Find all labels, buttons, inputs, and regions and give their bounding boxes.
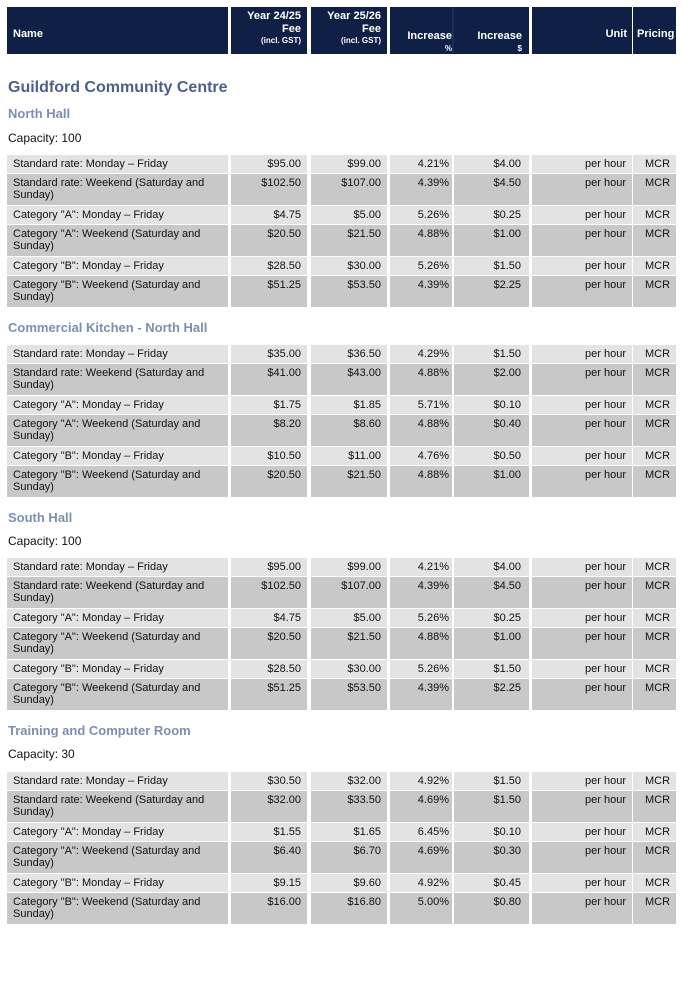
- cell-name: Category "A": Weekend (Saturday and Sunday): [7, 225, 228, 256]
- cell-dol: $2.25: [454, 276, 529, 307]
- cell-unit: per hour: [532, 679, 632, 710]
- table-row: [7, 874, 676, 892]
- table-row: [7, 447, 676, 465]
- cell-unit: per hour: [532, 791, 632, 822]
- cell-y1: $20.50: [231, 466, 307, 497]
- section-title: Commercial Kitchen - North Hall: [8, 320, 208, 335]
- header-increase-dollar: Increase $: [477, 30, 522, 53]
- table-row: [7, 609, 676, 627]
- cell-pct: 4.39%: [390, 174, 452, 205]
- cell-y1: $30.50: [231, 772, 307, 790]
- cell-y2: $21.50: [311, 466, 387, 497]
- cell-name: Standard rate: Weekend (Saturday and Sunday): [7, 364, 228, 395]
- cell-y2: $5.00: [311, 206, 387, 224]
- cell-name: Standard rate: Monday – Friday: [7, 558, 228, 576]
- table-row: [7, 679, 676, 710]
- cell-name: Standard rate: Weekend (Saturday and Sunday): [7, 174, 228, 205]
- cell-unit: per hour: [532, 415, 632, 446]
- cell-y1: $28.50: [231, 257, 307, 275]
- header-increase-percent: Increase %: [407, 30, 452, 53]
- cell-pricing: MCR: [633, 791, 676, 822]
- cell-unit: per hour: [532, 609, 632, 627]
- cell-dol: $0.10: [454, 823, 529, 841]
- cell-name: Standard rate: Monday – Friday: [7, 772, 228, 790]
- cell-y2: $99.00: [311, 155, 387, 173]
- cell-unit: per hour: [532, 842, 632, 873]
- cell-dol: $1.50: [454, 345, 529, 363]
- cell-dol: $0.40: [454, 415, 529, 446]
- table-row: [7, 174, 676, 205]
- cell-pct: 5.26%: [390, 609, 452, 627]
- cell-name: Standard rate: Monday – Friday: [7, 155, 228, 173]
- cell-unit: per hour: [532, 276, 632, 307]
- table-row: [7, 415, 676, 446]
- cell-pct: 5.26%: [390, 660, 452, 678]
- cell-pricing: MCR: [633, 257, 676, 275]
- cell-pricing: MCR: [633, 577, 676, 608]
- table-row: [7, 893, 676, 924]
- cell-pricing: MCR: [633, 558, 676, 576]
- cell-y2: $32.00: [311, 772, 387, 790]
- header-year-25-26: Year 25/26 Fee (incl. GST): [311, 7, 387, 54]
- cell-dol: $4.00: [454, 558, 529, 576]
- cell-unit: per hour: [532, 174, 632, 205]
- cell-y2: $30.00: [311, 660, 387, 678]
- cell-pricing: MCR: [633, 823, 676, 841]
- cell-pricing: MCR: [633, 225, 676, 256]
- section-capacity: Capacity: 30: [8, 747, 75, 761]
- cell-unit: per hour: [532, 257, 632, 275]
- cell-name: Category "B": Monday – Friday: [7, 874, 228, 892]
- cell-name: Category "A": Monday – Friday: [7, 609, 228, 627]
- header-pricing: Pricing: [633, 7, 676, 54]
- cell-y2: $21.50: [311, 628, 387, 659]
- cell-y2: $21.50: [311, 225, 387, 256]
- cell-name: Standard rate: Weekend (Saturday and Sunday): [7, 791, 228, 822]
- cell-y2: $53.50: [311, 276, 387, 307]
- cell-pct: 4.29%: [390, 345, 452, 363]
- cell-y1: $102.50: [231, 174, 307, 205]
- cell-y2: $53.50: [311, 679, 387, 710]
- cell-y2: $9.60: [311, 874, 387, 892]
- header-increase: [390, 7, 529, 54]
- cell-y1: $8.20: [231, 415, 307, 446]
- section-capacity: Capacity: 100: [8, 534, 82, 548]
- cell-name: Standard rate: Weekend (Saturday and Sunday): [7, 577, 228, 608]
- cell-pct: 4.92%: [390, 874, 452, 892]
- cell-y1: $20.50: [231, 225, 307, 256]
- cell-pricing: MCR: [633, 772, 676, 790]
- cell-pct: 4.39%: [390, 679, 452, 710]
- cell-y1: $16.00: [231, 893, 307, 924]
- table-row: [7, 257, 676, 275]
- cell-pct: 4.21%: [390, 155, 452, 173]
- cell-unit: per hour: [532, 660, 632, 678]
- cell-y1: $51.25: [231, 276, 307, 307]
- cell-pricing: MCR: [633, 155, 676, 173]
- cell-pct: 4.76%: [390, 447, 452, 465]
- cell-y1: $41.00: [231, 364, 307, 395]
- table-row: [7, 225, 676, 256]
- cell-pct: 5.26%: [390, 257, 452, 275]
- cell-y1: $95.00: [231, 558, 307, 576]
- cell-pricing: MCR: [633, 628, 676, 659]
- cell-unit: per hour: [532, 558, 632, 576]
- cell-dol: $1.50: [454, 257, 529, 275]
- cell-dol: $0.10: [454, 396, 529, 414]
- cell-pricing: MCR: [633, 842, 676, 873]
- cell-pricing: MCR: [633, 345, 676, 363]
- cell-pricing: MCR: [633, 660, 676, 678]
- table-row: [7, 558, 676, 576]
- cell-y1: $95.00: [231, 155, 307, 173]
- cell-pricing: MCR: [633, 609, 676, 627]
- fee-table: [7, 558, 676, 710]
- table-row: [7, 345, 676, 363]
- table-row: [7, 628, 676, 659]
- section-title: Training and Computer Room: [8, 723, 191, 738]
- cell-unit: per hour: [532, 466, 632, 497]
- cell-y2: $43.00: [311, 364, 387, 395]
- page-title: Guildford Community Centre: [8, 79, 228, 96]
- cell-pct: 4.92%: [390, 772, 452, 790]
- cell-name: Category "A": Monday – Friday: [7, 396, 228, 414]
- cell-y1: $51.25: [231, 679, 307, 710]
- cell-dol: $1.00: [454, 628, 529, 659]
- cell-dol: $1.50: [454, 660, 529, 678]
- cell-pricing: MCR: [633, 466, 676, 497]
- cell-dol: $4.50: [454, 577, 529, 608]
- table-row: [7, 206, 676, 224]
- cell-name: Category "A": Monday – Friday: [7, 206, 228, 224]
- cell-y1: $10.50: [231, 447, 307, 465]
- cell-name: Category "B": Monday – Friday: [7, 257, 228, 275]
- cell-pricing: MCR: [633, 893, 676, 924]
- cell-pricing: MCR: [633, 206, 676, 224]
- cell-dol: $4.50: [454, 174, 529, 205]
- cell-pct: 4.21%: [390, 558, 452, 576]
- cell-y1: $1.75: [231, 396, 307, 414]
- cell-y2: $16.80: [311, 893, 387, 924]
- cell-y2: $8.60: [311, 415, 387, 446]
- cell-name: Category "A": Monday – Friday: [7, 823, 228, 841]
- cell-pricing: MCR: [633, 447, 676, 465]
- cell-pct: 4.69%: [390, 791, 452, 822]
- cell-dol: $4.00: [454, 155, 529, 173]
- cell-pct: 4.39%: [390, 577, 452, 608]
- cell-y2: $107.00: [311, 577, 387, 608]
- table-row: [7, 660, 676, 678]
- section-capacity: Capacity: 100: [8, 131, 82, 145]
- cell-dol: $1.00: [454, 466, 529, 497]
- cell-unit: per hour: [532, 577, 632, 608]
- cell-pricing: MCR: [633, 415, 676, 446]
- cell-pct: 4.88%: [390, 364, 452, 395]
- cell-pct: 6.45%: [390, 823, 452, 841]
- cell-unit: per hour: [532, 206, 632, 224]
- table-row: [7, 155, 676, 173]
- cell-unit: per hour: [532, 628, 632, 659]
- cell-pct: 5.26%: [390, 206, 452, 224]
- cell-pct: 4.88%: [390, 628, 452, 659]
- section-title: North Hall: [8, 106, 71, 121]
- cell-name: Category "B": Weekend (Saturday and Sunday): [7, 466, 228, 497]
- cell-pct: 4.88%: [390, 225, 452, 256]
- cell-name: Category "B": Weekend (Saturday and Sunday): [7, 679, 228, 710]
- cell-y1: $4.75: [231, 609, 307, 627]
- cell-unit: per hour: [532, 893, 632, 924]
- cell-y2: $99.00: [311, 558, 387, 576]
- cell-pct: 5.71%: [390, 396, 452, 414]
- table-row: [7, 842, 676, 873]
- cell-pricing: MCR: [633, 174, 676, 205]
- cell-y1: $102.50: [231, 577, 307, 608]
- fee-table: [7, 155, 676, 307]
- cell-name: Category "A": Weekend (Saturday and Sunday): [7, 628, 228, 659]
- cell-name: Category "B": Weekend (Saturday and Sunday): [7, 276, 228, 307]
- cell-unit: per hour: [532, 225, 632, 256]
- cell-y2: $1.85: [311, 396, 387, 414]
- cell-unit: per hour: [532, 874, 632, 892]
- cell-y1: $9.15: [231, 874, 307, 892]
- cell-name: Category "A": Weekend (Saturday and Sunday): [7, 415, 228, 446]
- section-title: South Hall: [8, 510, 73, 525]
- cell-pct: 4.88%: [390, 466, 452, 497]
- cell-y2: $11.00: [311, 447, 387, 465]
- cell-y2: $1.65: [311, 823, 387, 841]
- cell-name: Category "B": Weekend (Saturday and Sunday): [7, 893, 228, 924]
- cell-dol: $0.30: [454, 842, 529, 873]
- cell-dol: $0.25: [454, 206, 529, 224]
- cell-dol: $1.50: [454, 791, 529, 822]
- cell-unit: per hour: [532, 447, 632, 465]
- cell-y2: $30.00: [311, 257, 387, 275]
- cell-dol: $1.00: [454, 225, 529, 256]
- cell-y2: $107.00: [311, 174, 387, 205]
- cell-dol: $0.25: [454, 609, 529, 627]
- cell-unit: per hour: [532, 155, 632, 173]
- cell-name: Category "B": Monday – Friday: [7, 447, 228, 465]
- cell-dol: $1.50: [454, 772, 529, 790]
- cell-y1: $1.55: [231, 823, 307, 841]
- header-unit: Unit: [532, 7, 632, 54]
- cell-unit: per hour: [532, 772, 632, 790]
- cell-unit: per hour: [532, 396, 632, 414]
- table-row: [7, 396, 676, 414]
- cell-y1: $32.00: [231, 791, 307, 822]
- table-row: [7, 364, 676, 395]
- cell-pricing: MCR: [633, 364, 676, 395]
- cell-dol: $2.25: [454, 679, 529, 710]
- fee-table: [7, 772, 676, 924]
- cell-y1: $6.40: [231, 842, 307, 873]
- cell-y2: $6.70: [311, 842, 387, 873]
- cell-pct: 5.00%: [390, 893, 452, 924]
- cell-pricing: MCR: [633, 679, 676, 710]
- cell-y1: $20.50: [231, 628, 307, 659]
- cell-dol: $2.00: [454, 364, 529, 395]
- cell-dol: $0.45: [454, 874, 529, 892]
- table-row: [7, 466, 676, 497]
- cell-pricing: MCR: [633, 276, 676, 307]
- cell-y2: $5.00: [311, 609, 387, 627]
- fee-table: [7, 345, 676, 497]
- table-row: [7, 577, 676, 608]
- cell-unit: per hour: [532, 364, 632, 395]
- cell-dol: $0.80: [454, 893, 529, 924]
- cell-pct: 4.88%: [390, 415, 452, 446]
- header-name: Name: [7, 7, 228, 54]
- cell-pricing: MCR: [633, 396, 676, 414]
- table-row: [7, 823, 676, 841]
- cell-y1: $35.00: [231, 345, 307, 363]
- cell-pct: 4.69%: [390, 842, 452, 873]
- cell-pct: 4.39%: [390, 276, 452, 307]
- table-row: [7, 791, 676, 822]
- cell-name: Standard rate: Monday – Friday: [7, 345, 228, 363]
- table-row: [7, 772, 676, 790]
- cell-pricing: MCR: [633, 874, 676, 892]
- cell-name: Category "A": Weekend (Saturday and Sunday): [7, 842, 228, 873]
- cell-dol: $0.50: [454, 447, 529, 465]
- header-year-24-25: Year 24/25 Fee (incl. GST): [231, 7, 307, 54]
- cell-unit: per hour: [532, 823, 632, 841]
- cell-y2: $33.50: [311, 791, 387, 822]
- cell-y2: $36.50: [311, 345, 387, 363]
- cell-unit: per hour: [532, 345, 632, 363]
- table-row: [7, 276, 676, 307]
- cell-y1: $4.75: [231, 206, 307, 224]
- cell-y1: $28.50: [231, 660, 307, 678]
- cell-name: Category "B": Monday – Friday: [7, 660, 228, 678]
